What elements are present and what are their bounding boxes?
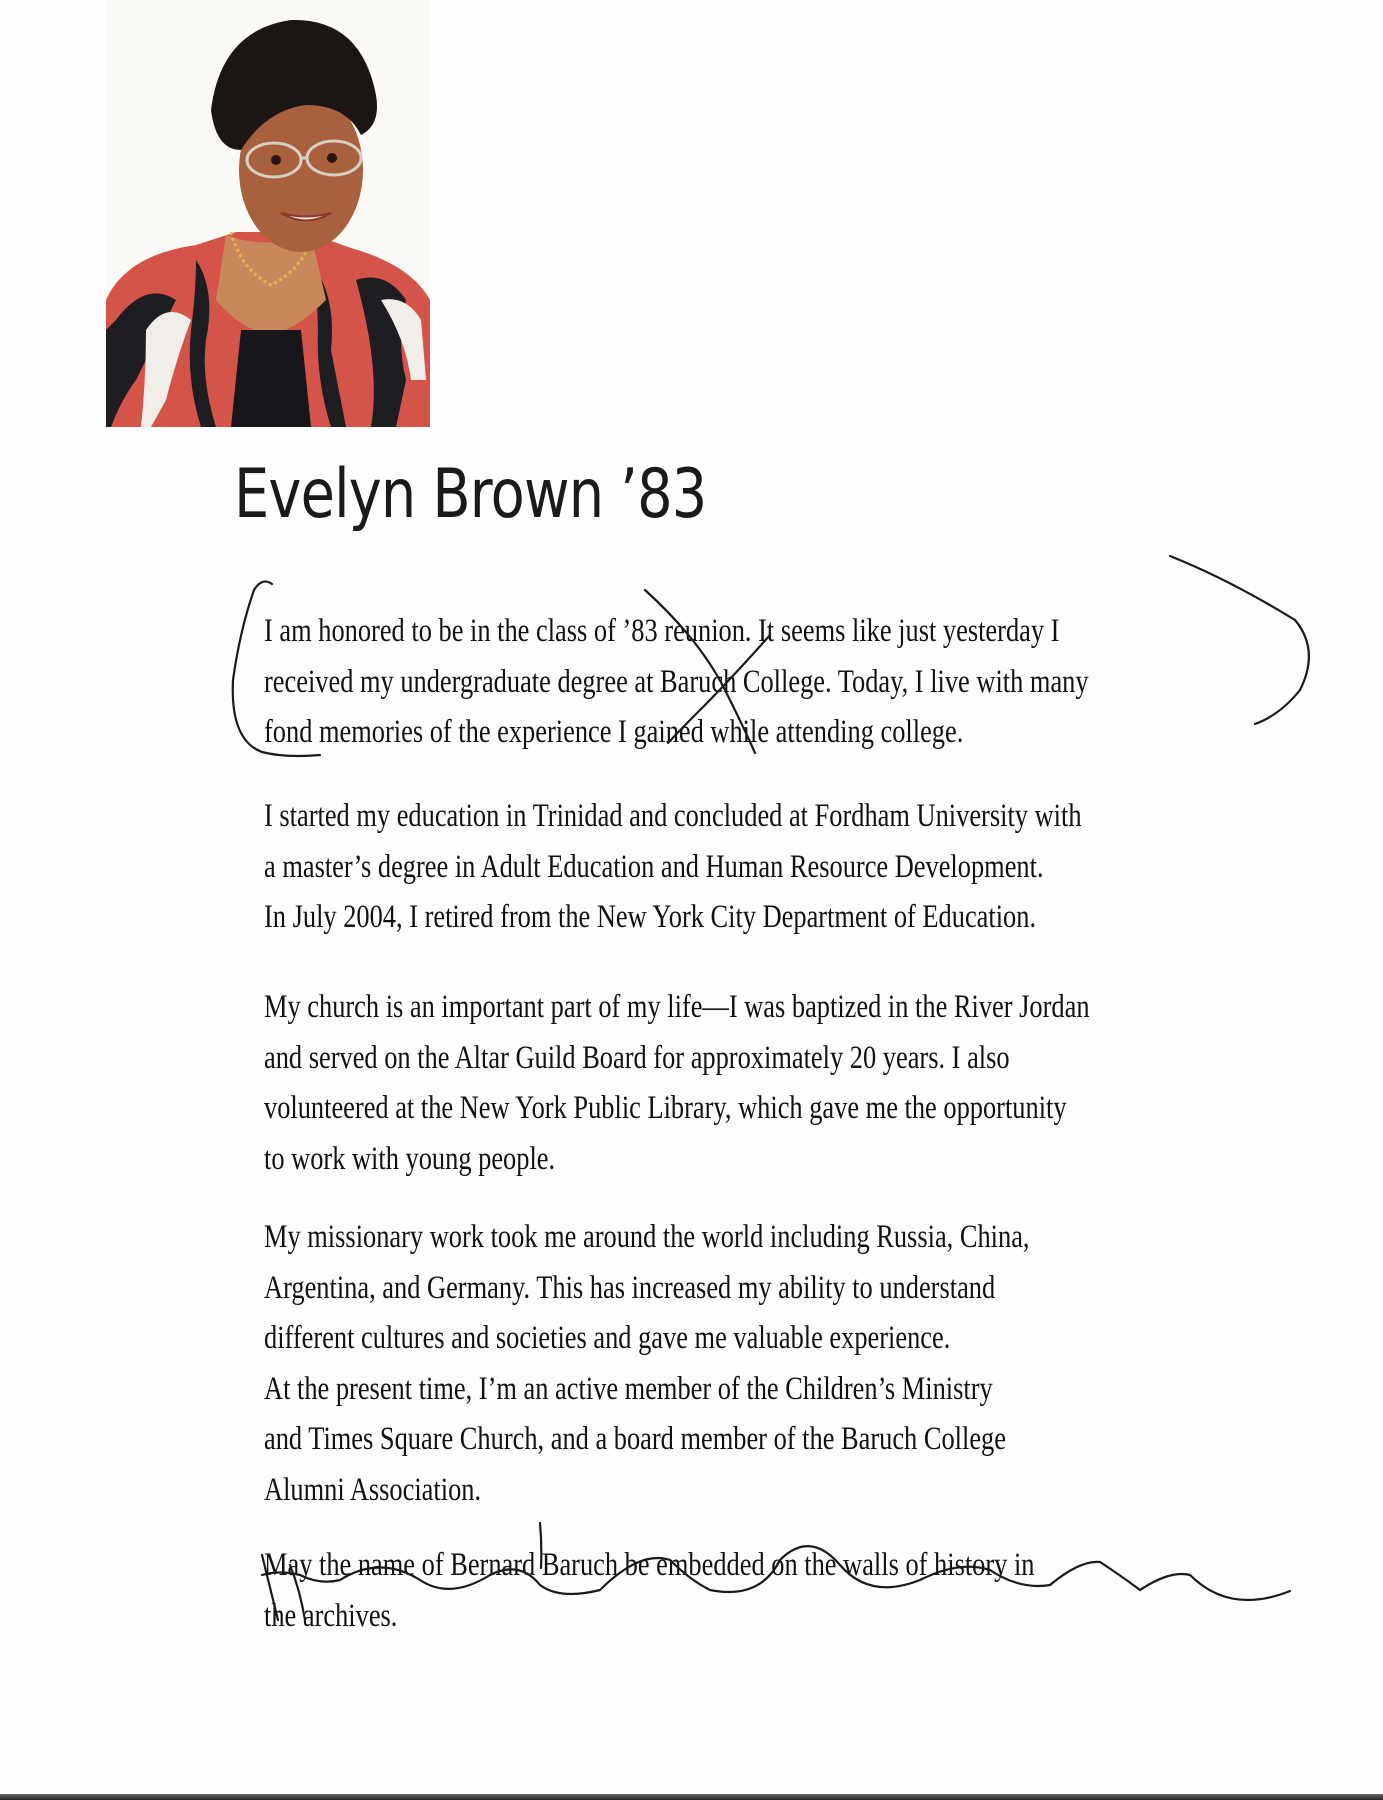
paragraph-line: May the name of Bernard Baruch be embedded on the walls of history in	[264, 1547, 1035, 1583]
scan-edge-shadow	[0, 1794, 1383, 1800]
paragraph-5	[264, 1540, 1224, 1641]
paragraph-line: different cultures and societies and gave me valuable experience.	[264, 1320, 951, 1356]
paragraph-line: volunteered at the New York Public Library, which gave me the opportunity	[264, 1090, 1067, 1126]
portrait-image	[106, 0, 430, 427]
paragraph-line: a master’s degree in Adult Education and Human Resource Development.	[264, 848, 1044, 885]
paragraph-line: My church is an important part of my life—I was baptized in the River Jordan	[264, 989, 1090, 1025]
paragraph-line: Argentina, and Germany. This has increased my ability to understand	[264, 1269, 996, 1306]
paragraph-line: My missionary work took me around the world including Russia, China,	[264, 1219, 1030, 1255]
paragraph-line: In July 2004, I retired from the New York City Department of Education.	[264, 899, 1037, 935]
paragraph-line: I started my education in Trinidad and concluded at Fordham University with	[264, 798, 1082, 834]
paragraph-line: fond memories of the experience I gained while attending college.	[264, 714, 964, 750]
page-title: Evelyn Brown ’83	[234, 455, 707, 534]
paragraph-2	[264, 791, 1224, 943]
portrait-photo	[106, 0, 430, 427]
paragraph-line: received my undergraduate degree at Baruch College. Today, I live with many	[264, 663, 1089, 700]
paragraph-line: to work with young people.	[264, 1140, 556, 1177]
paragraph-3	[264, 982, 1224, 1184]
paragraph-line: and served on the Altar Guild Board for approximately 20 years. I also	[264, 1039, 1010, 1076]
paragraph-line: At the present time, I’m an active member of the Children’s Ministry	[264, 1370, 993, 1407]
paragraph-line: and Times Square Church, and a board member of the Baruch College	[264, 1421, 1006, 1457]
paragraph-line: the archives.	[264, 1597, 398, 1634]
paragraph-line: Alumni Association.	[264, 1471, 482, 1508]
paragraph-1	[264, 606, 1224, 758]
paragraph-4	[264, 1212, 1224, 1515]
paragraph-line: I am honored to be in the class of ’83 reunion. It seems like just yesterday I	[264, 613, 1060, 649]
